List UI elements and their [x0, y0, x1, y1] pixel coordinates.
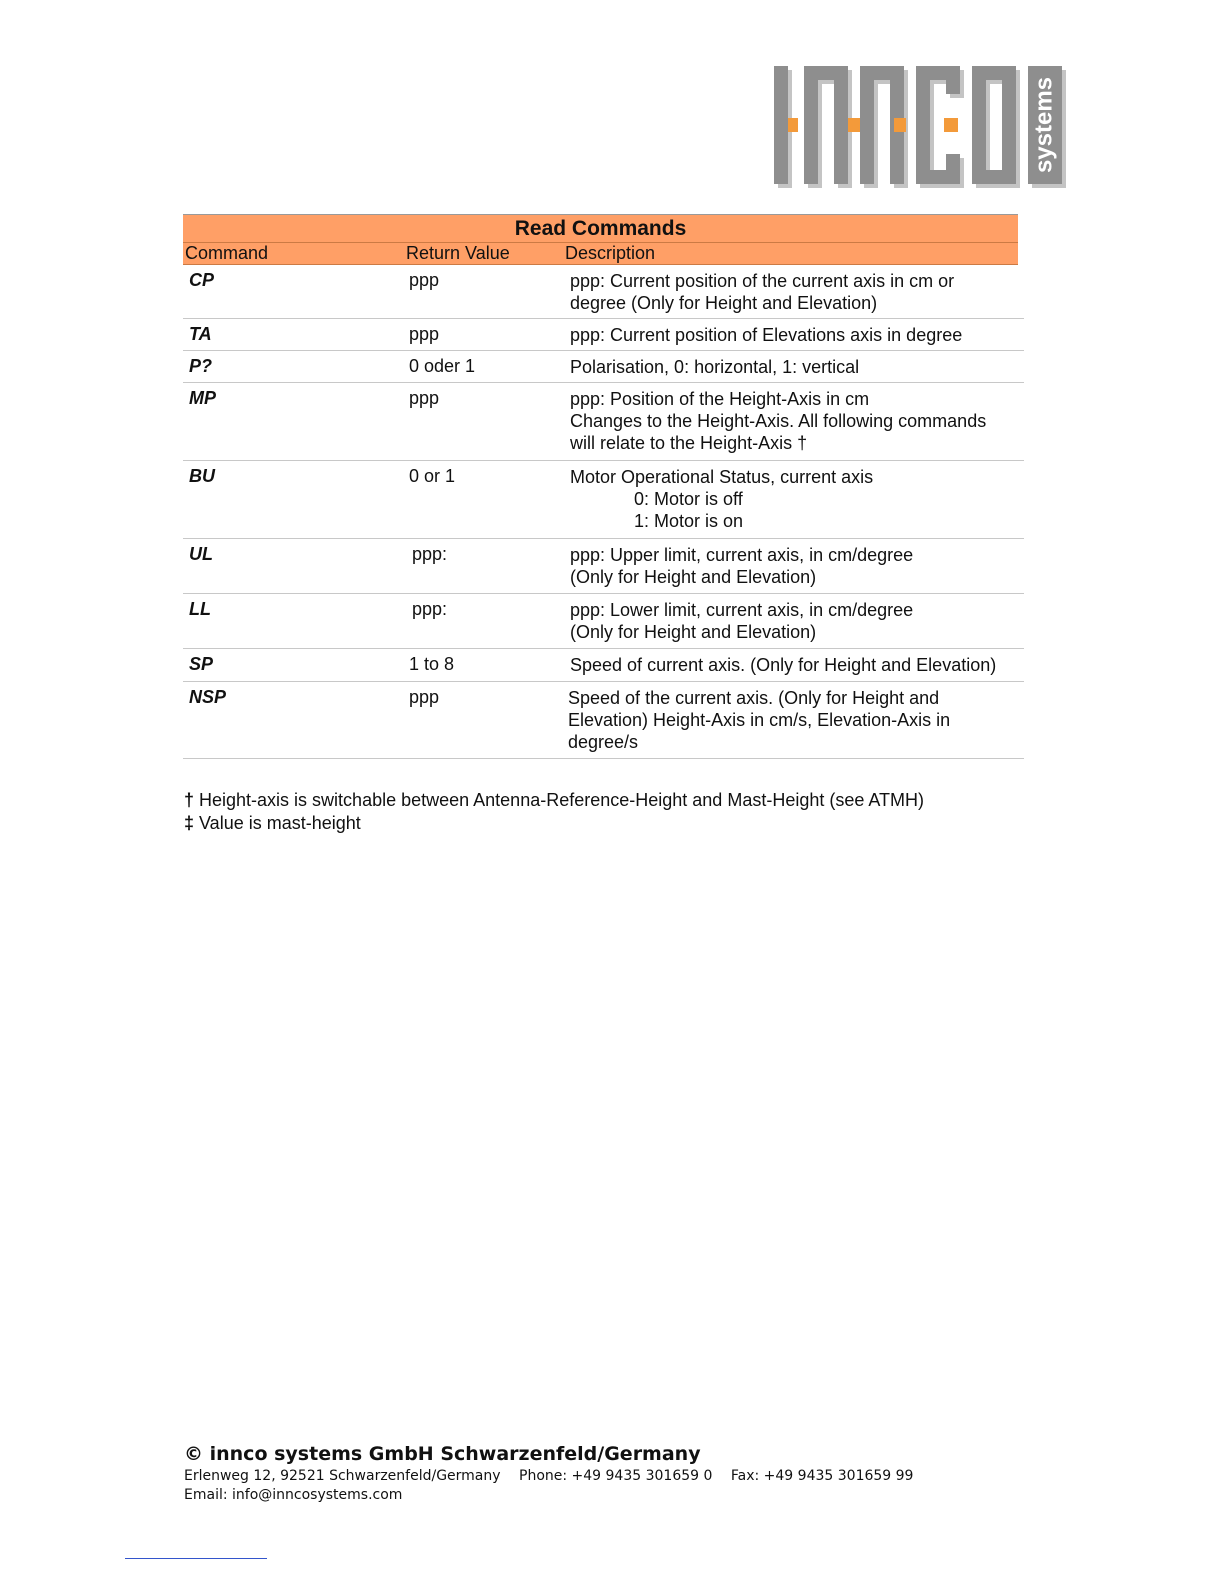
footer-fax: Fax: +49 9435 301659 99 [730, 1468, 914, 1484]
return-value-cell: ppp: [412, 599, 448, 619]
return-value-cell: 0 or 1 [409, 466, 456, 486]
header-description: Description [565, 243, 656, 263]
description-cell: ppp: Upper limit, current axis, in cm/degree (Only for Height and Elevation) [570, 545, 914, 587]
table-header [183, 242, 1018, 265]
command-cell: BU [189, 466, 215, 486]
command-cell: NSP [189, 687, 227, 707]
table-row [183, 265, 1024, 319]
return-value-cell: ppp [409, 270, 440, 290]
command-cell: UL [189, 544, 213, 564]
command-cell: TA [189, 324, 212, 344]
return-value-cell: 1 to 8 [409, 654, 455, 674]
logo-side-text: systems [1030, 76, 1058, 174]
return-value-cell: ppp [409, 324, 440, 344]
table-row [183, 319, 1024, 351]
footer-address: Erlenweg 12, 92521 Schwarzenfeld/Germany [184, 1468, 501, 1484]
table-row [183, 539, 1024, 594]
read-commands-table [183, 214, 1024, 759]
footer-company: © innco systems GmbH Schwarzenfeld/Germany [184, 1443, 701, 1465]
table-row [183, 383, 1024, 461]
description-cell: ppp: Lower limit, current axis, in cm/degree (Only for Height and Elevation) [570, 600, 914, 642]
header-command: Command [185, 243, 269, 263]
table-row [183, 649, 1024, 682]
description-cell: Speed of the current axis. (Only for Height and Elevation) Height-Axis in cm/s, Elevation-Axis in degree/s [568, 688, 951, 752]
footer-email: Email: info@inncosystems.com [184, 1487, 403, 1503]
return-value-cell: ppp [409, 687, 440, 707]
footnotes [184, 789, 924, 835]
return-value-cell: ppp: [412, 544, 448, 564]
footnote-dagger: † Height-axis is switchable between Antenna-Reference-Height and Mast-Height (see ATMH) [184, 790, 925, 810]
return-value-cell: 0 oder 1 [409, 356, 476, 376]
command-cell: LL [189, 599, 211, 619]
command-cell: CP [189, 270, 215, 290]
description-cell: ppp: Current position of the current axis in cm or degree (Only for Height and Elevation) [570, 271, 955, 313]
description-cell: Speed of current axis. (Only for Height and Elevation) [570, 655, 997, 675]
description-cell: Polarisation, 0: horizontal, 1: vertical [570, 357, 860, 377]
table-row [183, 682, 1024, 759]
table-row [183, 461, 1024, 539]
footnote-double-dagger: ‡ Value is mast-height [184, 813, 361, 833]
description-cell: ppp: Current position of Elevations axis in degree [570, 325, 963, 345]
description-cell: Motor Operational Status, current axis 0: Motor is off 1: Motor is on [570, 467, 874, 531]
command-cell: MP [189, 388, 216, 408]
page-footer [184, 1441, 927, 1505]
company-logo [768, 62, 1070, 192]
footer-contact-line [184, 1467, 927, 1486]
return-value-cell: ppp [409, 388, 440, 408]
innco-logo-graphic [768, 62, 1070, 192]
table-row [183, 594, 1024, 649]
table-title: Read Commands [183, 214, 1018, 242]
header-return-value: Return Value [406, 243, 510, 263]
command-cell: SP [189, 654, 214, 674]
table-row [183, 351, 1024, 383]
footnote-separator [125, 1558, 267, 1559]
command-cell: P? [189, 356, 213, 376]
description-cell: ppp: Position of the Height-Axis in cm Changes to the Height-Axis. All following commands will relate to the Height-Axis † [570, 389, 987, 453]
footer-phone: Phone: +49 9435 301659 0 [519, 1468, 713, 1484]
